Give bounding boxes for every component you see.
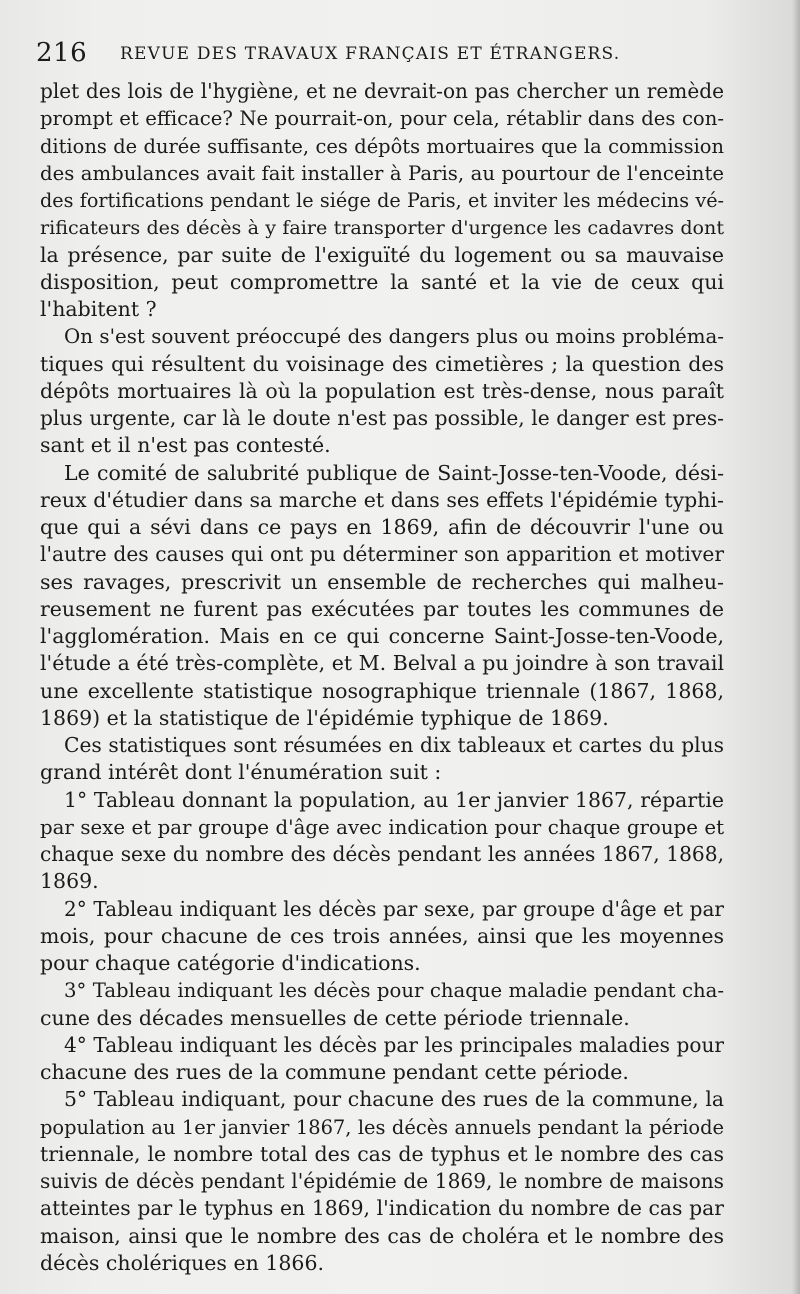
text-line: des ambulances avait fait installer à Paris, au pourtour de l'enceinte bbox=[40, 161, 724, 185]
text-line: disposition, peut compromettre la santé et la vie de ceux qui bbox=[40, 269, 724, 294]
text-line: décès cholériques en 1866. bbox=[40, 1250, 325, 1275]
text-line: l'autre des causes qui ont pu déterminer son apparition et motiver bbox=[40, 542, 724, 567]
text-line: une excellente statistique nosographique triennale (1867, 1868, bbox=[40, 678, 724, 703]
text-line: la présence, par suite de l'exiguïté du logement ou sa mauvaise bbox=[40, 242, 724, 267]
text-line: mois, pour chacune de ces trois années, ainsi que les moyennes bbox=[40, 923, 724, 948]
text-line: On s'est souvent préoccupé des dangers plus ou moins probléma- bbox=[64, 325, 724, 349]
list-item-3: 3° Tableau indiquant les décès pour chaque maladie pendant cha- bbox=[64, 979, 724, 1003]
text-line: prompt et efficace? Ne pourrait-on, pour cela, rétablir dans des con- bbox=[40, 107, 724, 131]
text-line: suivis de décès pendant l'épidémie de 1869, le nombre de maisons bbox=[40, 1169, 724, 1193]
text-line: ses ravages, prescrivit un ensemble de recherches qui malheu- bbox=[40, 569, 724, 594]
text-line: population au 1er janvier 1867, les décès annuels pendant la période bbox=[40, 1115, 724, 1139]
text-line: l'habitent ? bbox=[40, 297, 157, 321]
text-line: ditions de durée suffisante, ces dépôts mortuaires que la commission bbox=[40, 134, 724, 158]
text-line: plus urgente, car là le doute n'est pas possible, le danger est pres- bbox=[40, 406, 724, 430]
text-line: cune des décades mensuelles de cette période triennale. bbox=[40, 1005, 630, 1030]
text-line: 1869. bbox=[40, 869, 99, 894]
text-line: grand intérêt dont l'énumération suit : bbox=[40, 760, 442, 785]
text-line: pour chaque catégorie d'indications. bbox=[40, 951, 421, 975]
page-number: 216 bbox=[36, 38, 88, 68]
text-line: que qui a sévi dans ce pays en 1869, afin de découvrir l'une ou bbox=[40, 515, 724, 539]
text-line: reux d'étudier dans sa marche et dans ses effets l'épidémie typhi- bbox=[40, 487, 724, 512]
list-item-1: 1° Tableau donnant la population, au 1er janvier 1867, répartie bbox=[64, 787, 724, 812]
text-line: chaque sexe du nombre des décès pendant les années 1867, 1868, bbox=[40, 842, 724, 866]
text-line: par sexe et par groupe d'âge avec indication pour chaque groupe et bbox=[40, 815, 724, 839]
text-line: 1869) et la statistique de l'épidémie typhique de 1869. bbox=[40, 705, 609, 730]
text-line: des fortifications pendant le siége de Paris, et inviter les médecins vé- bbox=[40, 189, 724, 212]
text-line: sant et il n'est pas contesté. bbox=[40, 433, 331, 458]
text-line: maison, ainsi que le nombre des cas de choléra et le nombre des bbox=[40, 1223, 724, 1248]
text-line: plet des lois de l'hygiène, et ne devrait-on pas chercher un remède bbox=[40, 79, 724, 103]
text-line: atteintes par le typhus en 1869, l'indication du nombre de cas par bbox=[40, 1196, 724, 1221]
text-line: tiques qui résultent du voisinage des cimetières ; la question des bbox=[40, 351, 724, 376]
text-line: Le comité de salubrité publique de Saint-Josse-ten-Voode, dési- bbox=[64, 460, 724, 485]
list-item-4: 4° Tableau indiquant les décès par les principales maladies pour bbox=[64, 1032, 724, 1057]
text-line: rificateurs des décès à y faire transporter d'urgence les cadavres dont bbox=[40, 216, 724, 240]
text-line: reusement ne furent pas exécutées par toutes les communes de bbox=[40, 596, 724, 621]
text-line: l'agglomération. Mais en ce qui concerne Saint-Josse-ten-Voode, bbox=[40, 624, 724, 648]
list-item-2: 2° Tableau indiquant les décès par sexe, par groupe d'âge et par bbox=[64, 896, 724, 921]
text-line: l'étude a été très-complète, et M. Belval a pu joindre à son travail bbox=[40, 651, 724, 676]
text-line: Ces statistiques sont résumées en dix tableaux et cartes du plus bbox=[64, 733, 724, 757]
body-text bbox=[40, 78, 724, 1277]
list-item-5: 5° Tableau indiquant, pour chacune des rues de la commune, la bbox=[64, 1087, 724, 1112]
running-title: REVUE DES TRAVAUX FRANÇAIS ET ÉTRANGERS. bbox=[120, 44, 621, 64]
text-line: dépôts mortuaires là où la population est très-dense, nous paraît bbox=[40, 378, 724, 403]
page-edge-shadow bbox=[792, 0, 800, 1294]
text-line: triennale, le nombre total des cas de typhus et le nombre des cas bbox=[40, 1141, 724, 1166]
text-line: chacune des rues de la commune pendant cette période. bbox=[40, 1060, 629, 1084]
page-header bbox=[36, 38, 766, 68]
